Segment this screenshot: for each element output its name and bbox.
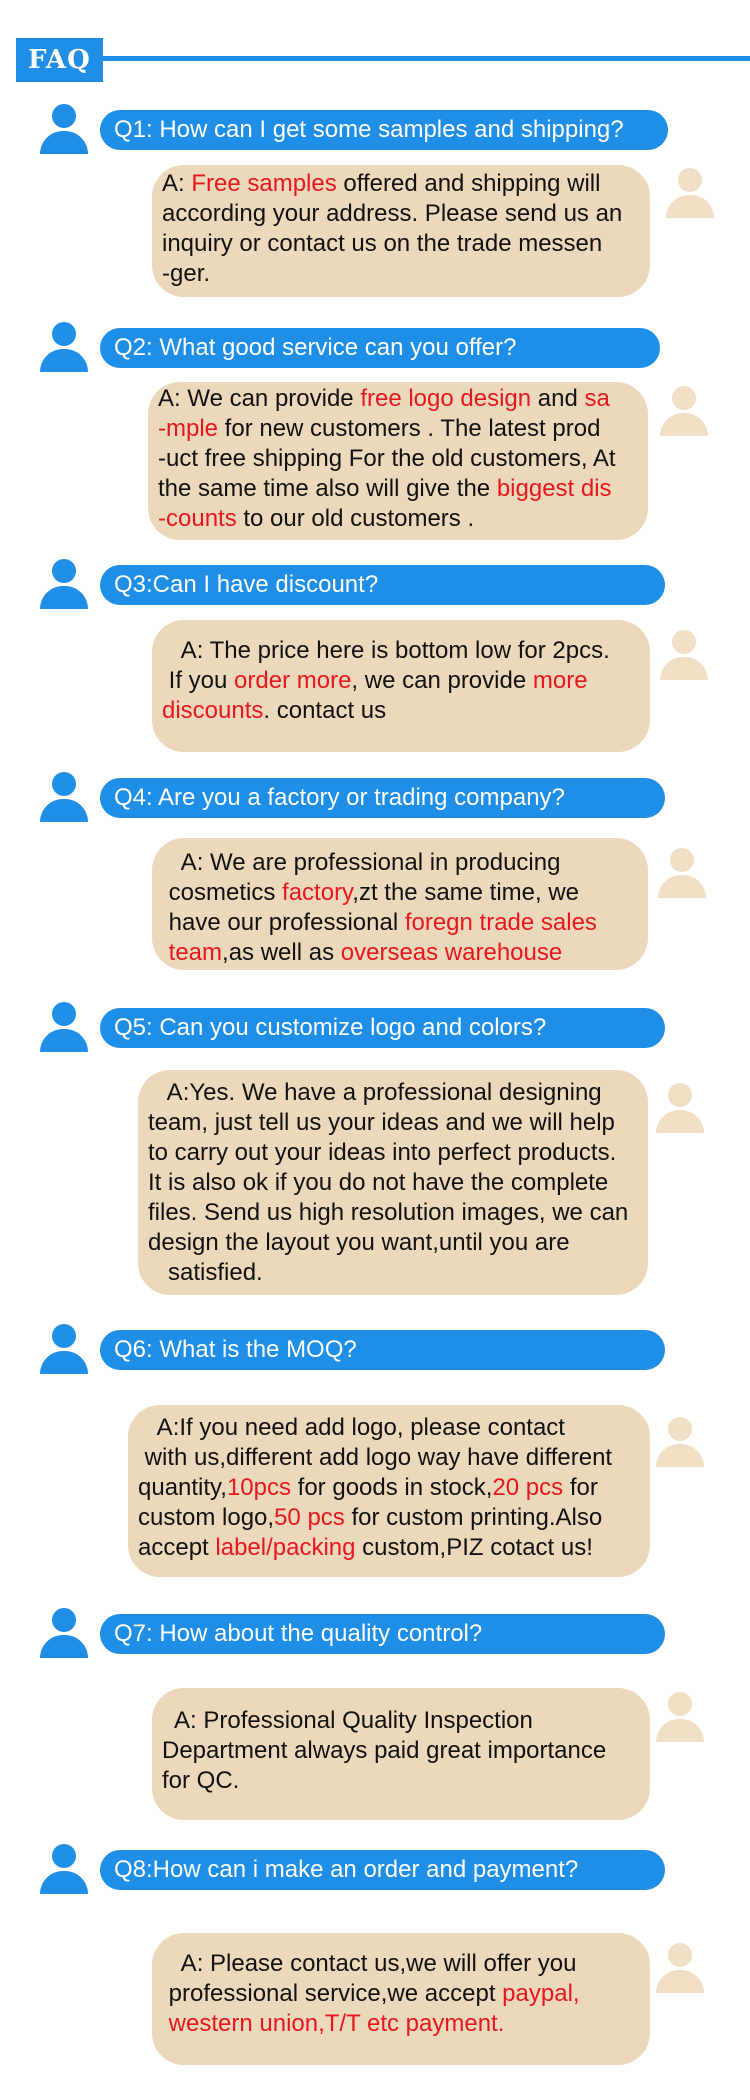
answer-line xyxy=(162,666,640,696)
answer-text: to carry out your ideas into perfect products. xyxy=(148,1139,617,1166)
answer-line xyxy=(148,1168,638,1198)
answer-text: A: We are professional in producing xyxy=(162,849,561,876)
answer-line xyxy=(158,504,638,534)
answer-line xyxy=(162,636,640,666)
answer-bubble xyxy=(138,1070,648,1295)
answer-bubble xyxy=(152,1933,650,2065)
question-bar: Q3:Can I have discount? xyxy=(100,565,665,605)
answer-text: custom,PIZ cotact us! xyxy=(355,1534,593,1561)
answer-line xyxy=(162,848,638,878)
answer-text: A:If you need add logo, please contact xyxy=(138,1414,565,1441)
answer-line xyxy=(138,1443,640,1473)
question-bar: Q7: How about the quality control? xyxy=(100,1614,665,1654)
answer-line xyxy=(162,1736,640,1766)
answer-highlight: overseas warehouse xyxy=(340,939,563,966)
answer-bubble xyxy=(152,165,650,297)
answer-text: ,as well as xyxy=(222,939,341,966)
answer-highlight: 20 pcs xyxy=(492,1474,564,1501)
answer-line xyxy=(138,1533,640,1563)
answer-bubble xyxy=(128,1405,650,1577)
answer-bubble xyxy=(152,838,648,970)
answer-highlight: order more xyxy=(234,667,352,694)
answer-text: , we can provide xyxy=(351,667,533,694)
question-bar: Q6: What is the MOQ? xyxy=(100,1330,665,1370)
answer-line xyxy=(148,1138,638,1168)
answer-user-icon xyxy=(666,168,714,218)
answer-user-icon xyxy=(660,630,708,680)
answer-text: A: xyxy=(162,170,192,197)
question-user-icon xyxy=(40,772,88,822)
answer-line xyxy=(148,1228,638,1258)
answer-text: for goods in stock, xyxy=(291,1474,493,1501)
answer-highlight: Free samples xyxy=(191,170,337,197)
answer-line xyxy=(162,696,640,726)
answer-text: Department always paid great importance xyxy=(162,1737,607,1764)
answer-bubble xyxy=(148,382,648,540)
question-user-icon xyxy=(40,1844,88,1894)
answer-text: It is also ok if you do not have the complete xyxy=(148,1169,609,1196)
question-user-icon xyxy=(40,104,88,154)
answer-text: -ger. xyxy=(162,260,211,287)
answer-line xyxy=(138,1413,640,1443)
answer-user-icon xyxy=(656,1692,704,1742)
answer-line xyxy=(162,1979,640,2009)
question-user-icon xyxy=(40,559,88,609)
answer-line xyxy=(162,2009,640,2039)
answer-user-icon xyxy=(660,386,708,436)
answer-line xyxy=(148,1108,638,1138)
answer-text: for QC. xyxy=(162,1767,240,1794)
answer-text: satisfied. xyxy=(148,1259,263,1286)
answer-user-icon xyxy=(656,1083,704,1133)
question-bar: Q4: Are you a factory or trading company? xyxy=(100,778,665,818)
question-user-icon xyxy=(40,1324,88,1374)
answer-text: cosmetics xyxy=(162,879,283,906)
answer-text: If you xyxy=(162,667,235,694)
answer-text: accept xyxy=(138,1534,216,1561)
answer-text: for custom printing.Also xyxy=(344,1504,603,1531)
answer-text: quantity, xyxy=(138,1474,227,1501)
answer-line xyxy=(138,1503,640,1533)
question-bar: Q1: How can I get some samples and shipping? xyxy=(100,110,668,150)
faq-divider xyxy=(96,56,750,61)
answer-line xyxy=(162,229,640,259)
answer-line xyxy=(158,414,638,444)
answer-line xyxy=(162,1706,640,1736)
answer-text: inquiry or contact us on the trade messen xyxy=(162,230,603,257)
faq-title: FAQ xyxy=(16,38,103,82)
answer-text: with us,different add logo way have different xyxy=(138,1444,613,1471)
answer-text: . contact us xyxy=(263,697,387,724)
answer-text: A: Professional Quality Inspection xyxy=(162,1707,533,1734)
question-user-icon xyxy=(40,1002,88,1052)
answer-line xyxy=(148,1258,638,1288)
answer-text: files. Send us high resolution images, we can xyxy=(148,1199,629,1226)
answer-text: team, just tell us your ideas and we will help xyxy=(148,1109,615,1136)
answer-text: custom logo, xyxy=(138,1504,275,1531)
answer-text: have our professional xyxy=(162,909,405,936)
answer-text: offered and shipping will xyxy=(336,170,601,197)
question-bar: Q2: What good service can you offer? xyxy=(100,328,660,368)
answer-highlight: free logo design xyxy=(360,385,532,412)
answer-highlight: team xyxy=(162,939,223,966)
answer-highlight: factory xyxy=(282,879,353,906)
answer-text: for xyxy=(563,1474,598,1501)
answer-line xyxy=(162,259,640,289)
answer-highlight: 10pcs xyxy=(226,1474,291,1501)
answer-text: and xyxy=(531,385,585,412)
answer-highlight: -mple xyxy=(158,415,219,442)
answer-highlight: biggest dis xyxy=(496,475,612,502)
answer-highlight: sa xyxy=(584,385,610,412)
question-bar: Q8:How can i make an order and payment? xyxy=(100,1850,665,1890)
answer-text: design the layout you want,until you are xyxy=(148,1229,570,1256)
answer-text: for new customers . The latest prod xyxy=(218,415,601,442)
answer-line xyxy=(162,908,638,938)
answer-line xyxy=(162,199,640,229)
answer-text: to our old customers . xyxy=(236,505,475,532)
answer-highlight: western union,T/T etc payment. xyxy=(162,2010,505,2037)
faq-header xyxy=(0,0,750,85)
answer-text: -uct free shipping For the old customers, At xyxy=(158,445,616,472)
answer-text: A: Please contact us,we will offer you xyxy=(162,1950,577,1977)
answer-text: A:Yes. We have a professional designing xyxy=(148,1079,602,1106)
answer-user-icon xyxy=(656,1943,704,1993)
answer-text: according your address. Please send us an xyxy=(162,200,623,227)
answer-highlight: -counts xyxy=(158,505,237,532)
answer-line xyxy=(148,1198,638,1228)
answer-line xyxy=(162,938,638,968)
answer-text: the same time also will give the xyxy=(158,475,497,502)
answer-text: professional service,we accept xyxy=(162,1980,503,2007)
answer-bubble xyxy=(152,620,650,752)
answer-line xyxy=(162,1949,640,1979)
answer-line xyxy=(162,1766,640,1796)
answer-line xyxy=(148,1078,638,1108)
answer-line xyxy=(162,878,638,908)
question-user-icon xyxy=(40,1608,88,1658)
answer-line xyxy=(158,444,638,474)
answer-line xyxy=(158,474,638,504)
answer-line xyxy=(138,1473,640,1503)
answer-line xyxy=(162,169,640,199)
answer-user-icon xyxy=(658,848,706,898)
answer-highlight: paypal, xyxy=(502,1980,580,2007)
answer-text: A: We can provide xyxy=(158,385,361,412)
answer-text: A: The price here is bottom low for 2pcs. xyxy=(162,637,610,664)
question-bar: Q5: Can you customize logo and colors? xyxy=(100,1008,665,1048)
answer-line xyxy=(158,384,638,414)
answer-bubble xyxy=(152,1688,650,1820)
answer-highlight: discounts xyxy=(162,697,264,724)
question-user-icon xyxy=(40,322,88,372)
answer-highlight: more xyxy=(532,667,588,694)
answer-highlight: foregn trade sales xyxy=(404,909,597,936)
answer-highlight: 50 pcs xyxy=(274,1504,345,1531)
answer-highlight: label/packing xyxy=(215,1534,356,1561)
answer-text: ,zt the same time, we xyxy=(352,879,580,906)
answer-user-icon xyxy=(656,1417,704,1467)
